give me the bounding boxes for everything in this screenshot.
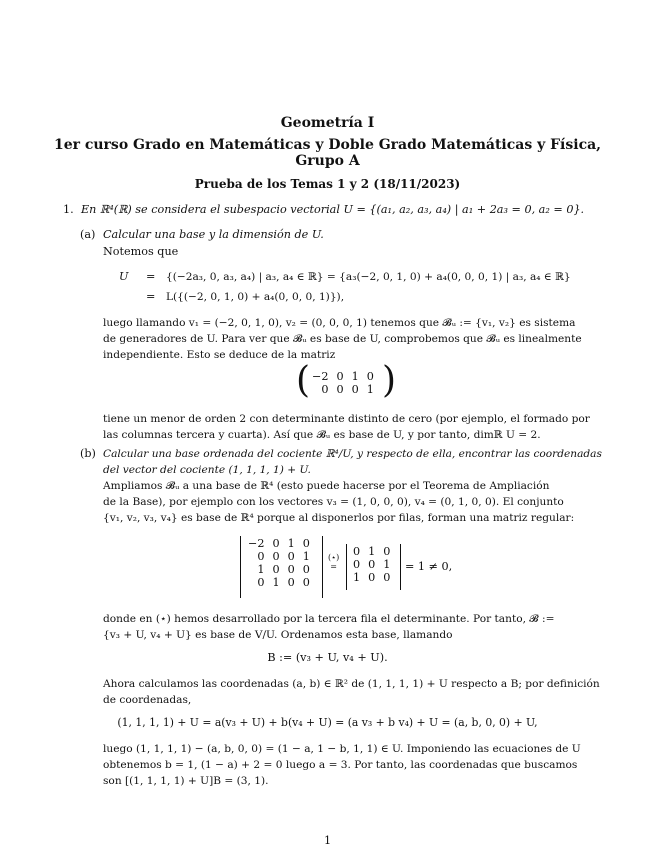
part-b-p6: Ahora calculamos las coordenadas (a, b) ∈ ℝ² de (1, 1, 1, 1) + U respecto a B; por definición bbox=[103, 678, 600, 690]
det-cell: 1 bbox=[302, 550, 310, 563]
eq2-rhs: L({(−2, 0, 1, 0) + a₄(0, 0, 0, 1)}), bbox=[166, 291, 345, 303]
det-cell: 1 bbox=[353, 571, 361, 584]
basis-B-definition: B := (v₃ + U, v₄ + U). bbox=[267, 651, 388, 664]
matrix-cell: 0 bbox=[336, 383, 344, 396]
matrix-row bbox=[308, 383, 378, 396]
part-b-p8: luego (1, 1, 1, 1) − (a, b, 0, 0) = (1 − a, 1 − b, 1, 1) ∈ U. Imponiendo las ecuaciones de U bbox=[103, 743, 581, 755]
part-b-p2: de la Base), por ejemplo con los vectores v₃ = (1, 0, 0, 0), v₄ = (0, 1, 0, 0). El conjunto bbox=[103, 496, 564, 508]
det4-left-bar bbox=[240, 536, 241, 598]
part-a-p2: de generadores de U. Para ver que 𝓑ᵤ es base de U, comprobemos que 𝓑ᵤ es linealmente bbox=[103, 333, 582, 345]
det-cell: 0 bbox=[272, 537, 280, 550]
part-a-intro: Notemos que bbox=[103, 245, 179, 258]
det-row bbox=[349, 571, 394, 584]
coefficient-matrix bbox=[308, 370, 378, 396]
part-b-p5: {v₃ + U, v₄ + U} es base de V/U. Ordenamos esta base, llamando bbox=[103, 629, 453, 641]
det-row bbox=[349, 558, 394, 571]
matrix-row bbox=[308, 370, 378, 383]
course-line-1: 1er curso Grado en Matemáticas y Doble Grado Matemáticas y Física, bbox=[53, 137, 602, 153]
det-cell: 0 bbox=[287, 563, 295, 576]
part-b-p10: son [(1, 1, 1, 1) + U]B = (3, 1). bbox=[103, 775, 269, 787]
det3-right-bar bbox=[400, 544, 401, 590]
det-cell: 0 bbox=[287, 550, 295, 563]
part-b-question-2: del vector del cociente (1, 1, 1, 1) + U. bbox=[103, 464, 311, 476]
coordinates-equation: (1, 1, 1, 1) + U = a(v₃ + U) + b(v₄ + U) = (a v₃ + b v₄) + U = (a, b, 0, 0) + U, bbox=[117, 716, 538, 729]
det-cell: 0 bbox=[368, 571, 376, 584]
part-b-label: (b) bbox=[80, 447, 96, 460]
det-cell: 0 bbox=[257, 576, 265, 589]
det-cell: 0 bbox=[383, 545, 391, 558]
matrix-cell: 1 bbox=[366, 383, 374, 396]
part-b-p3: {v₁, v₂, v₃, v₄} es base de ℝ⁴ porque al disponerlos por filas, forman una matriz regular: bbox=[103, 512, 575, 524]
det-cell: 0 bbox=[383, 571, 391, 584]
part-a-label: (a) bbox=[80, 228, 96, 241]
part-b-p7: de coordenadas, bbox=[103, 694, 192, 706]
matrix-cell: 0 bbox=[351, 383, 359, 396]
det-cell: 0 bbox=[302, 563, 310, 576]
part-a-p3: independiente. Esto se deduce de la matriz bbox=[103, 349, 336, 361]
matrix-right-paren: ) bbox=[382, 360, 397, 401]
det-cell: −2 bbox=[248, 537, 265, 550]
det-row bbox=[244, 550, 314, 563]
matrix-left-paren: ( bbox=[296, 360, 311, 401]
problem-number: 1. bbox=[63, 203, 74, 216]
matrix-cell: 0 bbox=[336, 370, 344, 383]
matrix-cell: 1 bbox=[351, 370, 359, 383]
part-b-p9: obtenemos b = 1, (1 − a) + 2 = 0 luego a = 3. Por tanto, las coordenadas que buscamos bbox=[103, 759, 578, 771]
det-row bbox=[244, 537, 314, 550]
part-a-p5: las columnas tercera y cuarta). Así que 𝓑ᵤ es base de U, y por tanto, dimℝ U = 2. bbox=[103, 429, 541, 441]
eq1-rel: = bbox=[146, 270, 156, 283]
part-b-question-1: Calcular una base ordenada del cociente ℝ⁴/U, y respecto de ella, encontrar las coordenadas bbox=[103, 448, 602, 460]
part-a-p4: tiene un menor de orden 2 con determinante distinto de cero (por ejemplo, el formado por bbox=[103, 413, 590, 425]
exam-heading: Prueba de los Temas 1 y 2 (18/11/2023) bbox=[194, 177, 461, 191]
det-cell: 0 bbox=[287, 576, 295, 589]
eq1-lhs: U bbox=[119, 270, 129, 283]
det4-right-bar bbox=[322, 536, 323, 598]
det3-left-bar bbox=[346, 544, 347, 590]
det-cell: 1 bbox=[272, 576, 280, 589]
det-cell: 0 bbox=[368, 558, 376, 571]
part-b-p4: donde en (⋆) hemos desarrollado por la tercera fila el determinante. Por tanto, 𝓑 := bbox=[103, 613, 555, 625]
det-cell: 1 bbox=[287, 537, 295, 550]
determinant-3x3 bbox=[349, 545, 394, 584]
det-cell: 0 bbox=[302, 537, 310, 550]
determinant-4x4 bbox=[244, 537, 314, 589]
eq2-rel: = bbox=[146, 290, 156, 303]
det-row bbox=[244, 563, 314, 576]
eq1-rhs: {(−2a₃, 0, a₃, a₄) | a₃, a₄ ∈ ℝ} = {a₃(−2, 0, 1, 0) + a₄(0, 0, 0, 1) | a₃, a₄ ∈ ℝ} bbox=[166, 271, 571, 283]
det-result: = 1 ≠ 0, bbox=[405, 560, 453, 573]
det-cell: 0 bbox=[272, 550, 280, 563]
part-a-p1: luego llamando v₁ = (−2, 0, 1, 0), v₂ = (0, 0, 0, 1) tenemos que 𝓑ᵤ := {v₁, v₂} es sistema bbox=[103, 317, 576, 329]
det-row bbox=[349, 545, 394, 558]
det-cell: 1 bbox=[383, 558, 391, 571]
det-cell: 0 bbox=[272, 563, 280, 576]
document-title: Geometría I bbox=[280, 115, 375, 131]
det-cell: 0 bbox=[353, 558, 361, 571]
part-b-p1: Ampliamos 𝓑ᵤ a una base de ℝ⁴ (esto puede hacerse por el Teorema de Ampliación bbox=[103, 480, 550, 492]
matrix-cell: 0 bbox=[321, 383, 329, 396]
det-cell: 1 bbox=[257, 563, 265, 576]
det-cell: 1 bbox=[368, 545, 376, 558]
part-a-question: Calcular una base y la dimensión de U. bbox=[103, 228, 324, 241]
det-cell: 0 bbox=[257, 550, 265, 563]
problem-statement: En ℝ⁴(ℝ) se considera el subespacio vectorial U = {(a₁, a₂, a₃, a₄) | a₁ + 2a₃ = 0, a₂ = 0}. bbox=[81, 203, 585, 216]
det-row bbox=[244, 576, 314, 589]
course-line-2: Grupo A bbox=[295, 153, 360, 169]
matrix-cell: −2 bbox=[312, 370, 329, 383]
det-cell: 0 bbox=[353, 545, 361, 558]
star-equality: (⋆) = bbox=[328, 553, 340, 571]
det-cell: 0 bbox=[302, 576, 310, 589]
matrix-cell: 0 bbox=[366, 370, 374, 383]
page-number: 1 bbox=[323, 834, 332, 847]
